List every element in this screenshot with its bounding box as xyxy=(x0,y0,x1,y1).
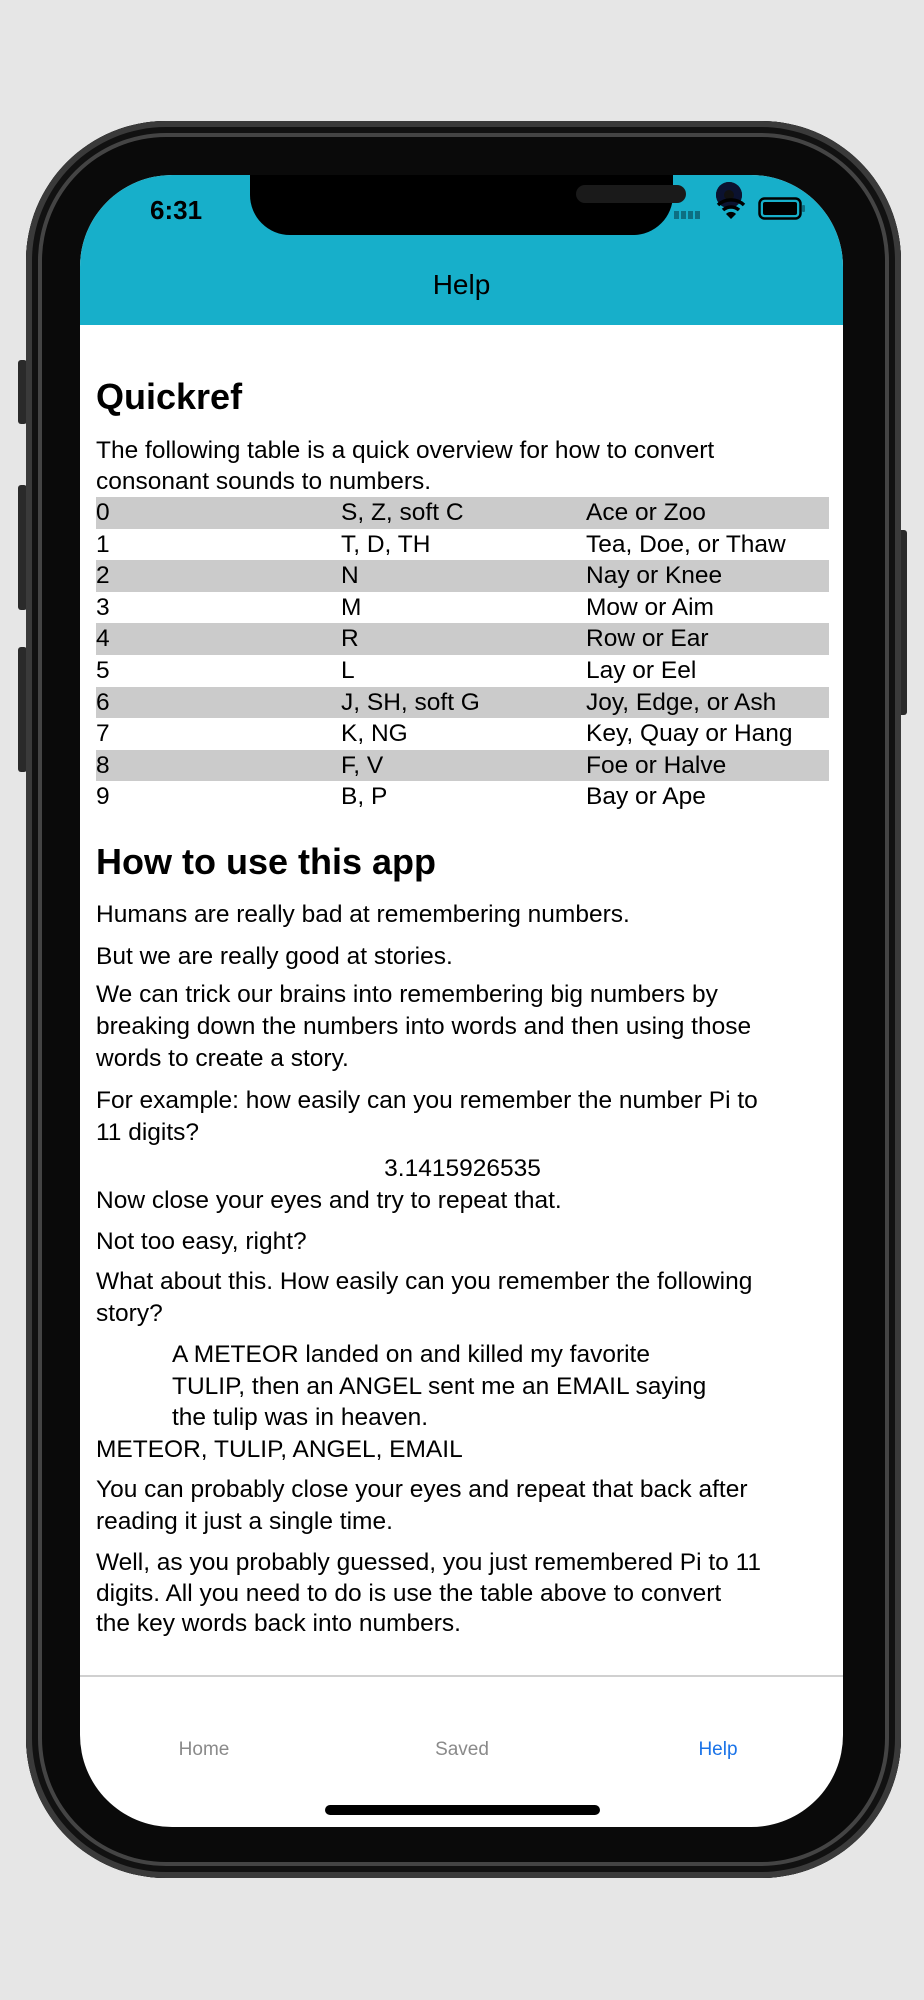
table-cell-sounds: M xyxy=(341,593,362,621)
paragraph-line: breaking down the numbers into words and then using those xyxy=(96,1013,752,1040)
table-cell-sounds: B, P xyxy=(341,783,388,811)
phone-frame xyxy=(26,121,901,1878)
table-cell-digit: 9 xyxy=(96,783,110,811)
paragraph-line: You can probably close your eyes and repeat that back after xyxy=(96,1476,748,1503)
screen xyxy=(80,175,843,1827)
table-row xyxy=(96,655,829,687)
table-cell-examples: Mow or Aim xyxy=(586,593,714,621)
table-cell-sounds: T, D, TH xyxy=(341,530,431,558)
table-row xyxy=(96,718,829,750)
howto-heading: How to use this app xyxy=(96,841,437,882)
paragraph-line: words to create a story. xyxy=(96,1045,349,1072)
paragraph-line: the key words back into numbers. xyxy=(96,1610,461,1637)
table-cell-sounds: R xyxy=(341,625,359,653)
table-cell-examples: Row or Ear xyxy=(586,625,709,653)
key-words: METEOR, TULIP, ANGEL, EMAIL xyxy=(96,1436,463,1463)
paragraph-line: Humans are really bad at remembering numbers. xyxy=(96,901,630,928)
table-row xyxy=(96,623,829,655)
paragraph-line: 11 digits? xyxy=(96,1119,200,1146)
table-cell-examples: Ace or Zoo xyxy=(586,499,706,526)
table-row xyxy=(96,750,829,782)
table-cell-sounds: L xyxy=(341,656,355,684)
paragraph-line: We can trick our brains into remembering big numbers by xyxy=(96,981,718,1008)
paragraph-line: Well, as you probably guessed, you just remembered Pi to 11 xyxy=(96,1549,762,1576)
table-row xyxy=(96,592,829,624)
speaker xyxy=(576,185,686,203)
story-line: the tulip was in heaven. xyxy=(172,1404,429,1431)
battery-icon xyxy=(758,197,806,221)
pi-number: 3.1415926535 xyxy=(384,1155,541,1182)
table-cell-examples: Joy, Edge, or Ash xyxy=(586,688,777,716)
page-title: Help xyxy=(432,269,491,300)
table-cell-digit: 7 xyxy=(96,720,110,748)
notch xyxy=(250,175,673,235)
table-cell-examples: Foe or Halve xyxy=(586,751,727,779)
wifi-icon xyxy=(716,197,746,221)
story-line: A METEOR landed on and killed my favorite xyxy=(172,1341,650,1368)
paragraph-line: story? xyxy=(96,1300,163,1327)
quickref-heading: Quickref xyxy=(96,376,243,417)
tab-home[interactable]: Home xyxy=(178,1739,230,1760)
table-cell-examples: Key, Quay or Hang xyxy=(586,720,793,748)
paragraph-line: What about this. How easily can you remember the following xyxy=(96,1268,753,1295)
table-row xyxy=(96,497,829,529)
quickref-intro: The following table is a quick overview for how to convert xyxy=(96,437,715,464)
quickref-table xyxy=(96,497,829,813)
table-cell-digit: 0 xyxy=(96,499,110,526)
paragraph-line: Now close your eyes and try to repeat that. xyxy=(96,1187,562,1214)
paragraph-line: For example: how easily can you remember the number Pi to xyxy=(96,1087,758,1114)
table-cell-digit: 6 xyxy=(96,688,110,716)
table-row xyxy=(96,781,829,813)
table-cell-examples: Nay or Knee xyxy=(586,562,723,590)
table-cell-digit: 3 xyxy=(96,593,110,621)
table-cell-sounds: N xyxy=(341,562,359,590)
paragraph-line: Not too easy, right? xyxy=(96,1228,307,1255)
table-row xyxy=(96,529,829,561)
table-cell-sounds: F, V xyxy=(341,751,384,779)
table-cell-examples: Tea, Doe, or Thaw xyxy=(586,530,786,558)
table-cell-digit: 4 xyxy=(96,625,110,653)
paragraph-line: But we are really good at stories. xyxy=(96,943,453,970)
table-cell-sounds: K, NG xyxy=(341,720,408,748)
tab-saved[interactable]: Saved xyxy=(435,1739,489,1760)
table-row xyxy=(96,687,829,719)
home-indicator xyxy=(325,1805,600,1815)
cellular-signal-icon xyxy=(674,211,702,219)
paragraph-line: digits. All you need to do is use the table above to convert xyxy=(96,1580,722,1607)
table-cell-digit: 5 xyxy=(96,656,110,684)
story-line: TULIP, then an ANGEL sent me an EMAIL saying xyxy=(172,1373,707,1400)
paragraph-line: reading it just a single time. xyxy=(96,1508,393,1535)
table-cell-examples: Bay or Ape xyxy=(586,783,706,811)
table-cell-examples: Lay or Eel xyxy=(586,656,697,684)
table-cell-digit: 2 xyxy=(96,562,110,590)
quickref-intro: consonant sounds to numbers. xyxy=(96,468,432,495)
table-cell-sounds: J, SH, soft G xyxy=(341,688,480,716)
nav-header xyxy=(80,175,843,325)
table-cell-sounds: S, Z, soft C xyxy=(341,499,464,526)
status-time: 6:31 xyxy=(150,195,203,225)
table-cell-digit: 8 xyxy=(96,751,110,779)
tab-help[interactable]: Help xyxy=(698,1739,738,1760)
table-cell-digit: 1 xyxy=(96,530,110,558)
table-row xyxy=(96,560,829,592)
